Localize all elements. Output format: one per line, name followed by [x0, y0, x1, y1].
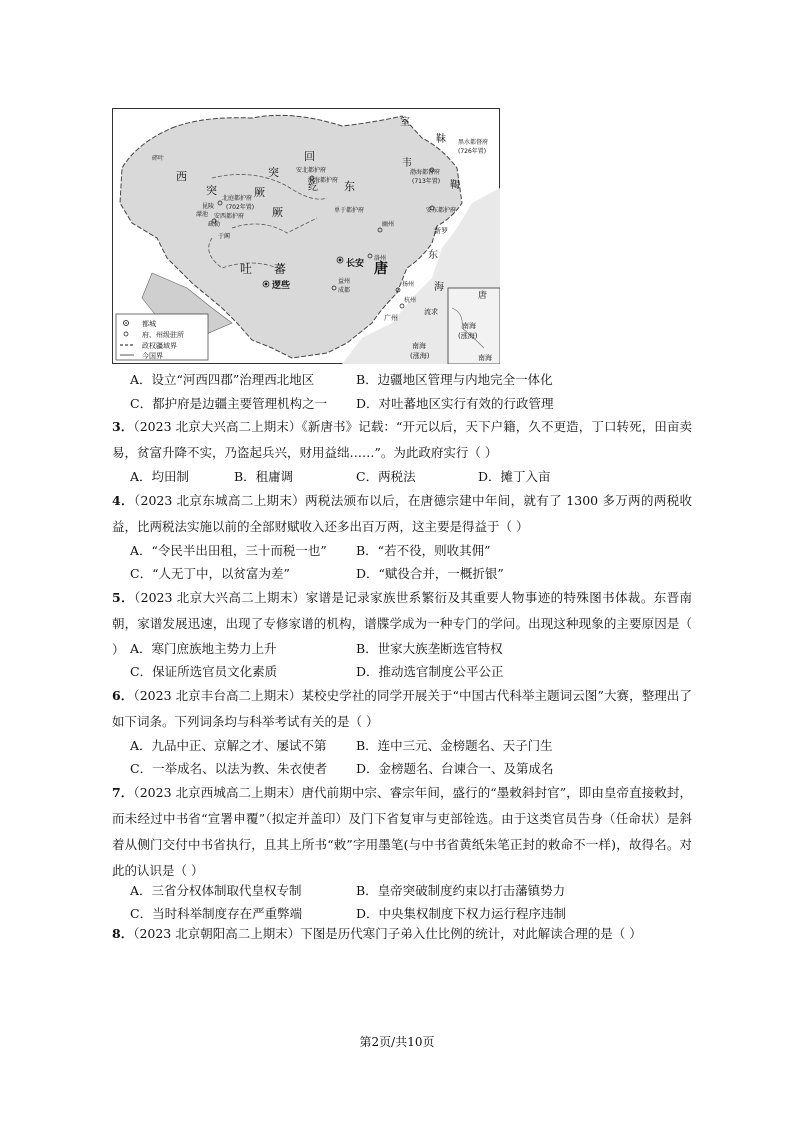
label-wei: 韦 [402, 158, 412, 169]
label-zhanghai-inset: (涨海) [458, 332, 478, 340]
q6-option-c[interactable]: C．一举成名、以法为教、朱衣使者 [130, 761, 328, 776]
label-tu2: 突 [206, 184, 217, 197]
q7-option-b[interactable]: B．皇帝突破制度约束以打击藩镇势力 [356, 883, 566, 898]
label-donghai2: 海 [434, 282, 444, 293]
q5-option-d[interactable]: D．推动选官制度公平公正 [356, 664, 504, 679]
legend-regime-border: 政权疆域界 [142, 342, 177, 350]
label-chengdu: 成都 [338, 287, 351, 294]
question-6-number: 6． [112, 688, 134, 703]
label-yizhou: 益州 [338, 278, 351, 285]
question-4 [112, 488, 692, 540]
label-donghai1: 东 [428, 250, 438, 261]
question-4-stem: （2023 北京东城高二上期末）两税法颁布以后，在唐德宗建中年间，就有了 1300 多万两的两税收益，比两税法实施以前的全部财赋收入还多出百万两，这主要是得益于（ ） [112, 493, 692, 534]
q5-option-c[interactable]: C．保证所选官员文化素质 [130, 664, 278, 679]
label-tu: 吐 [240, 262, 253, 276]
label-jue2: 厥 [272, 206, 283, 219]
q7-option-c[interactable]: C．当时科举制度存在严重弊端 [130, 906, 303, 921]
question-3 [112, 414, 692, 466]
legend-modern-border: 今国界 [142, 352, 163, 360]
label-bohai-year: (713年置) [412, 178, 441, 185]
label-tu1: 突 [268, 166, 279, 179]
q3-option-d[interactable]: D．摊丁入亩 [478, 469, 551, 484]
question-7-number: 7． [112, 785, 134, 800]
q7-option-a[interactable]: A．三省分权体制取代皇权专制 [130, 883, 302, 898]
label-nanhai-inset: 南海 [462, 322, 476, 330]
question-7 [112, 780, 692, 884]
label-hui: 回 [304, 150, 315, 163]
q4-option-a[interactable]: A．“令民半出田租，三十而税一也” [130, 543, 327, 558]
legend-capital: 都城 [142, 320, 156, 328]
label-yangzhou: 扬州 [402, 281, 415, 288]
q2-option-b[interactable]: B．边疆地区管理与内地完全一体化 [356, 372, 553, 387]
q6-option-b[interactable]: B．连中三元、金榜题名、天子门生 [356, 738, 553, 753]
question-5-number: 5． [112, 590, 134, 605]
q5-option-b[interactable]: B．世家大族垄断选官特权 [356, 641, 503, 656]
question-8-number: 8． [112, 926, 134, 941]
label-changan: 长安 [346, 259, 365, 269]
label-jie: 鞨 [450, 180, 460, 191]
label-andong: 安东都护府 [426, 207, 457, 214]
label-kunling: 昆陵 [202, 203, 215, 210]
label-xinluo: 新罗 [434, 227, 448, 235]
question-7-stem: （2023 北京西城高二上期末）唐代前期中宗、睿宗年间，盛行的“墨敕斜封官”，即由皇帝直接敕封，而未经过中书省“宣署申覆”（拟定并盖印）及门下省复审与吏部铨选。由于这类官员告身（任命状）是斜着从侧门交付中书省执行，且其上所书“敕”字用墨笔(与中书省黄纸朱笔正封的敕命不一样)，故得名。对此的认识是（ ） [112, 785, 692, 878]
label-bohai: 渤海都督府 [410, 169, 441, 176]
map-svg [112, 108, 500, 364]
question-3-stem: （2023 北京大兴高二上期末）《新唐书》记载：“开元以后，天下户籍，久不更造，丁口转死，田亩卖易，贫富升降不实，乃盗起兵兴，财用益绌……”。为此政府实行（ ） [112, 419, 692, 460]
q2-option-d[interactable]: D．对吐蕃地区实行有效的行政管理 [356, 396, 554, 411]
label-luozhou: 洛州 [374, 255, 387, 262]
q3-option-c[interactable]: C．两税法 [356, 469, 416, 484]
label-heishui: 黑水都督府 [458, 139, 489, 146]
label-shule: 疏勒 [208, 221, 221, 228]
label-guangzhou: 广州 [384, 314, 398, 322]
q3-option-a[interactable]: A．均田制 [130, 469, 190, 484]
label-nanhai-main: 南海 [412, 342, 426, 350]
label-luoxie: 逻些 [272, 281, 291, 291]
label-chanyu: 单于都护府 [334, 207, 365, 214]
question-5-stem: （2023 北京大兴高二上期末）家谱是记录家族世系繁衍及其重要人物事迹的特殊图书体裁。东晋南朝，家谱发展迅速，出现了专修家谱的机构，谱牒学成为一种专门的学问。出现这种现象的主要原因是（ ） [112, 590, 692, 657]
label-hangzhou: 杭州 [404, 297, 417, 304]
question-3-number: 3． [112, 419, 134, 434]
question-8 [112, 921, 692, 947]
label-jue1: 厥 [254, 186, 265, 199]
question-6 [112, 683, 692, 735]
label-yutian: 于阗 [218, 233, 231, 240]
label-suiye: 碎叶 [152, 155, 165, 162]
q4-option-d[interactable]: D．“赋役合并，一概折银” [356, 566, 504, 581]
label-dong: 东 [344, 180, 355, 193]
q6-option-a[interactable]: A．九品中正、京解之才、屡试不第 [130, 738, 327, 753]
question-6-stem: （2023 北京丰台高二上期末）某校史学社的同学开展关于“中国古代科举主题词云图”大赛，整理出了如下词条。下列词条均与科举考试有关的是（ ） [112, 688, 692, 729]
q4-option-b[interactable]: B．“若不役，则收其佣” [356, 543, 491, 558]
label-hanhai: 瀚海都护府 [308, 177, 339, 184]
label-tang: 唐 [374, 261, 388, 277]
question-8-stem: （2023 北京朝阳高二上期末）下图是历代寒门子弟入仕比例的统计，对此解读合理的是（ ） [133, 926, 642, 941]
q3-option-b[interactable]: B．租庸调 [234, 469, 294, 484]
label-youzhou: 幽州 [382, 221, 395, 228]
label-mengchi: 濛池 [196, 211, 209, 218]
label-anxi: 安西都护府 [214, 213, 245, 220]
label-zhanghai-main: (涨海) [410, 352, 430, 360]
label-nanhai-corner: 南海 [478, 354, 492, 362]
label-xi: 西 [176, 170, 187, 183]
legend-prefecture: 府、州级驻所 [142, 331, 184, 339]
label-fan: 蕃 [274, 262, 287, 276]
q4-option-c[interactable]: C．“人无丁中，以贫富为差” [130, 566, 290, 581]
q5-option-a[interactable]: A．寒门庶族地主势力上升 [130, 641, 277, 656]
label-mo: 靺 [436, 134, 446, 145]
label-heishui-year: (726年置) [458, 148, 487, 155]
label-beiting-year: (702年置) [226, 204, 255, 211]
label-liuqiu: 流求 [424, 308, 438, 316]
q2-option-c[interactable]: C．都护府是边疆主要管理机构之一 [130, 396, 328, 411]
label-shi: 室 [400, 117, 410, 128]
label-anbei: 安北都护府 [296, 167, 327, 174]
question-4-number: 4． [112, 493, 134, 508]
page-footer: 第2页/共10页 [359, 1035, 435, 1049]
q7-option-d[interactable]: D．中央集权制度下权力运行程序违制 [356, 906, 567, 921]
label-tang-inset: 唐 [478, 291, 488, 301]
q2-option-a[interactable]: A．设立“河西四郡”治理西北地区 [130, 372, 315, 387]
label-he: 纥 [308, 182, 318, 193]
q6-option-d[interactable]: D．金榜题名、台谏合一、及第成名 [356, 761, 554, 776]
tang-dynasty-map [112, 108, 500, 364]
label-beiting: 北庭都护府 [222, 195, 253, 202]
